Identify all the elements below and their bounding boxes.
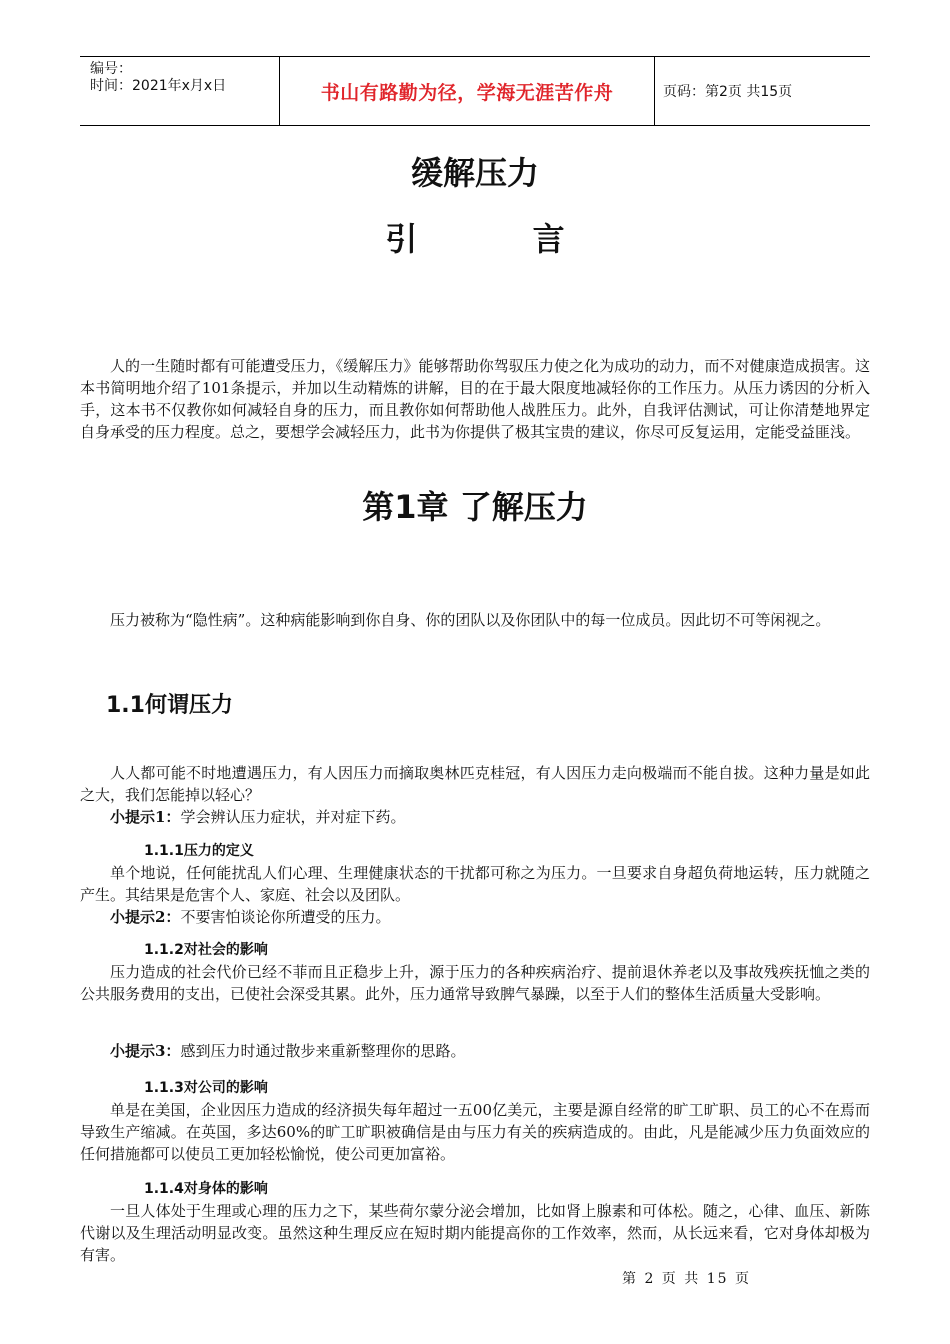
header-page-info: 页码：第2页 共15页 (663, 84, 793, 100)
subsection-definition-text: 单个地说，任何能扰乱人们心理、生理健康状态的干扰都可称之为压力。一旦要求自身超负荷地运转，压力就随之产生。其结果是危害个人、家庭、社会以及团队。 (80, 864, 870, 904)
tip-2-text: 不要害怕谈论你所遭受的压力。 (180, 908, 391, 926)
subsection-society (80, 939, 870, 1005)
subsection-society-title: 1.1.2对社会的影响 (144, 942, 268, 958)
tip-1-label: 小提示1： (110, 808, 181, 826)
intro-title: 引 言 (385, 220, 617, 258)
tip-3-text: 感到压力时通过散步来重新整理你的思路。 (180, 1042, 466, 1060)
subsection-definition-title: 1.1.1压力的定义 (144, 843, 254, 859)
section-intro (80, 762, 870, 828)
tip-2 (80, 906, 870, 928)
subsection-body (80, 1178, 870, 1266)
tip-2-label: 小提示2： (110, 908, 181, 926)
subsection-company (80, 1077, 870, 1165)
tip-3 (80, 1040, 870, 1062)
tip-3-block (80, 1040, 870, 1062)
subsection-society-text: 压力造成的社会代价已经不菲而且正稳步上升，源于压力的各种疾病治疗、提前退休养老以及事故残疾抚恤之类的公共服务费用的支出，已使社会深受其累。此外，压力通常导致脾气暴躁，以至于人们的整体生活质量大受影响。 (80, 963, 870, 1003)
page-header (80, 56, 870, 126)
chapter-title: 第1章 了解压力 (362, 488, 588, 526)
section-intro-text: 人人都可能不时地遭遇压力，有人因压力而摘取奥林匹克桂冠，有人因压力走向极端而不能自拔。这种力量是如此之大，我们怎能掉以轻心？ (80, 764, 870, 804)
subsection-definition (80, 840, 870, 928)
subsection-company-text: 单是在美国，企业因压力造成的经济损失每年超过一五00亿美元，主要是源自经常的旷工旷职、员工的心不在焉而导致生产缩减。在英国，多达60%的旷工旷职被确信是由与压力有关的疾病造成的。由此，凡是能减少压力负面效应的任何措施都可以使员工更加轻松愉悦，使公司更加富裕。 (80, 1101, 870, 1163)
chapter-paragraph: 压力被称为“隐性病”。这种病能影响到你自身、你的团队以及你团队中的每一位成员。因此切不可等闲视之。 (110, 611, 831, 629)
tip-1-text: 学会辨认压力症状，并对症下药。 (180, 808, 406, 826)
header-motto: 书山有路勤为径，学海无涯苦作舟 (280, 57, 655, 125)
intro-paragraph: 人的一生随时都有可能遭受压力，《缓解压力》能够帮助你驾驭压力使之化为成功的动力，而不对健康造成损害。这本书简明地介绍了101条提示，并加以生动精炼的讲解，目的在于最大限度地减轻你的工作压力。从压力诱因的分析入手，这本书不仅教你如何减轻自身的压力，而且教你如何帮助他人战胜压力。此外，自我评估测试，可让你清楚地界定自身承受的压力程度。总之，要想学会减轻压力，此书为你提供了极其宝贵的建议，你尽可反复运用，定能受益匪浅。 (80, 357, 870, 441)
subsection-body-title: 1.1.4对身体的影响 (144, 1181, 268, 1197)
number-label: 编号： (90, 61, 132, 77)
book-title: 缓解压力 (410, 154, 539, 192)
header-meta (80, 57, 280, 125)
subsection-body-text: 一旦人体处于生理或心理的压力之下，某些荷尔蒙分泌会增加，比如肾上腺素和可体松。随之，心律、血压、新陈代谢以及生理活动明显改变。虽然这种生理反应在短时期内能提高你的工作效率，然而，从长远来看，它对身体却极为有害。 (80, 1202, 870, 1264)
tip-1 (80, 806, 870, 828)
subsection-company-title: 1.1.3对公司的影响 (144, 1080, 268, 1096)
page-footer: 第 2 页 共 15 页 (622, 1271, 751, 1287)
time-label: 时间：2021年x月x日 (90, 78, 227, 94)
tip-3-label: 小提示3： (110, 1042, 181, 1060)
section-title: 1.1何谓压力 (106, 693, 233, 718)
